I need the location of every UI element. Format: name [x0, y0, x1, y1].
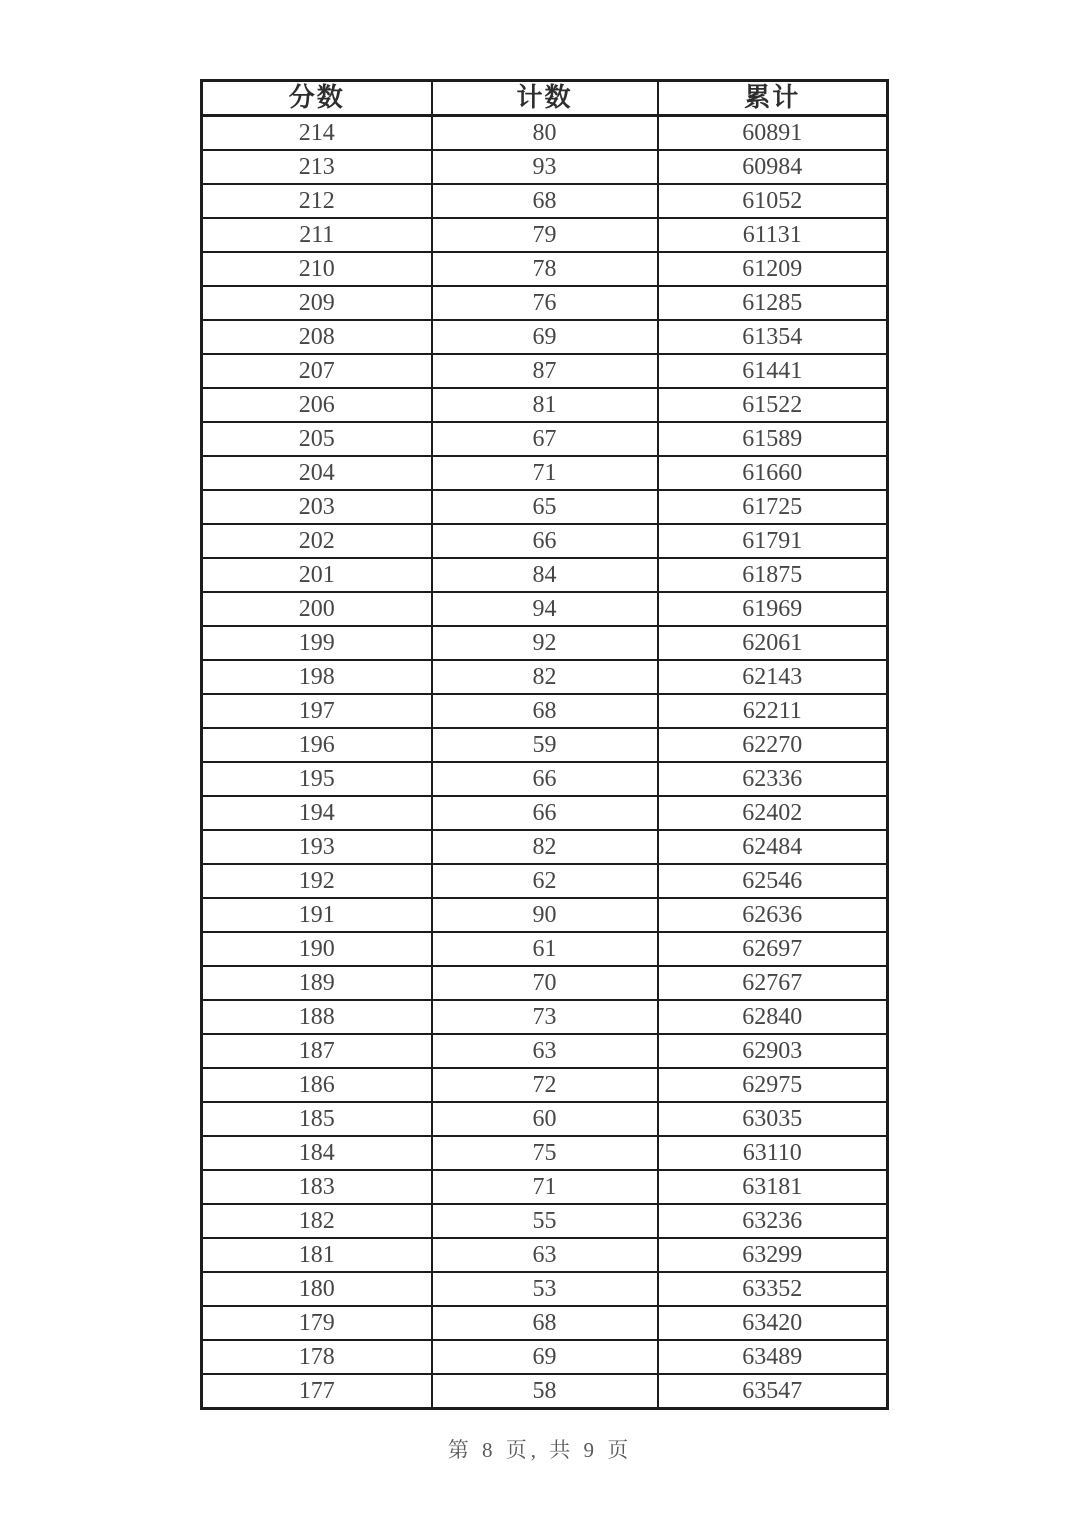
cell-cumulative: 63547 — [658, 1374, 888, 1409]
cell-cumulative: 61131 — [658, 218, 888, 252]
cell-count: 69 — [432, 1340, 658, 1374]
cell-cumulative: 62975 — [658, 1068, 888, 1102]
cell-count: 87 — [432, 354, 658, 388]
cell-count: 80 — [432, 116, 658, 151]
cell-cumulative: 63489 — [658, 1340, 888, 1374]
cell-score: 180 — [202, 1272, 432, 1306]
cell-cumulative: 63110 — [658, 1136, 888, 1170]
page-footer: 第 8 页, 共 9 页 — [447, 1438, 633, 1462]
cell-cumulative: 61875 — [658, 558, 888, 592]
table-row — [202, 966, 888, 1000]
cell-score: 210 — [202, 252, 432, 286]
header-score: 分数 — [202, 81, 432, 116]
cell-score: 182 — [202, 1204, 432, 1238]
cell-cumulative: 63236 — [658, 1204, 888, 1238]
cell-count: 68 — [432, 694, 658, 728]
cell-score: 192 — [202, 864, 432, 898]
table-row — [202, 1102, 888, 1136]
table-row — [202, 456, 888, 490]
cell-count: 63 — [432, 1034, 658, 1068]
table-row — [202, 1170, 888, 1204]
cell-count: 72 — [432, 1068, 658, 1102]
cell-count: 71 — [432, 456, 658, 490]
cell-score: 179 — [202, 1306, 432, 1340]
cell-count: 63 — [432, 1238, 658, 1272]
cell-cumulative: 63352 — [658, 1272, 888, 1306]
cell-cumulative: 62270 — [658, 728, 888, 762]
cell-score: 200 — [202, 592, 432, 626]
table-row — [202, 388, 888, 422]
cell-count: 81 — [432, 388, 658, 422]
table-row — [202, 1000, 888, 1034]
cell-score: 177 — [202, 1374, 432, 1409]
score-distribution-table — [200, 79, 889, 1410]
table-row — [202, 864, 888, 898]
table-row — [202, 728, 888, 762]
cell-score: 189 — [202, 966, 432, 1000]
cell-count: 76 — [432, 286, 658, 320]
cell-count: 66 — [432, 796, 658, 830]
cell-score: 202 — [202, 524, 432, 558]
cell-count: 59 — [432, 728, 658, 762]
cell-count: 75 — [432, 1136, 658, 1170]
cell-cumulative: 60984 — [658, 150, 888, 184]
cell-count: 78 — [432, 252, 658, 286]
cell-count: 60 — [432, 1102, 658, 1136]
cell-cumulative: 61052 — [658, 184, 888, 218]
cell-cumulative: 62484 — [658, 830, 888, 864]
table-row — [202, 592, 888, 626]
cell-count: 66 — [432, 524, 658, 558]
table-row — [202, 524, 888, 558]
cell-cumulative: 61660 — [658, 456, 888, 490]
cell-cumulative: 62636 — [658, 898, 888, 932]
cell-cumulative: 61969 — [658, 592, 888, 626]
cell-score: 199 — [202, 626, 432, 660]
cell-count: 58 — [432, 1374, 658, 1409]
cell-cumulative: 61285 — [658, 286, 888, 320]
cell-count: 82 — [432, 660, 658, 694]
cell-score: 191 — [202, 898, 432, 932]
table-row — [202, 218, 888, 252]
cell-score: 214 — [202, 116, 432, 151]
cell-score: 212 — [202, 184, 432, 218]
cell-cumulative: 62336 — [658, 762, 888, 796]
cell-score: 194 — [202, 796, 432, 830]
table-row — [202, 1034, 888, 1068]
cell-score: 208 — [202, 320, 432, 354]
cell-score: 187 — [202, 1034, 432, 1068]
cell-cumulative: 62767 — [658, 966, 888, 1000]
cell-count: 66 — [432, 762, 658, 796]
cell-score: 198 — [202, 660, 432, 694]
cell-count: 70 — [432, 966, 658, 1000]
cell-cumulative: 62840 — [658, 1000, 888, 1034]
table-row — [202, 796, 888, 830]
table-row — [202, 1068, 888, 1102]
table-row — [202, 898, 888, 932]
cell-count: 82 — [432, 830, 658, 864]
table-row — [202, 116, 888, 151]
cell-count: 67 — [432, 422, 658, 456]
cell-score: 209 — [202, 286, 432, 320]
table-row — [202, 830, 888, 864]
table-row — [202, 422, 888, 456]
table-row — [202, 558, 888, 592]
cell-cumulative: 62546 — [658, 864, 888, 898]
cell-cumulative: 63181 — [658, 1170, 888, 1204]
cell-count: 73 — [432, 1000, 658, 1034]
cell-cumulative: 62697 — [658, 932, 888, 966]
table-row — [202, 150, 888, 184]
cell-score: 211 — [202, 218, 432, 252]
table-row — [202, 626, 888, 660]
cell-cumulative: 63035 — [658, 1102, 888, 1136]
cell-score: 207 — [202, 354, 432, 388]
cell-count: 71 — [432, 1170, 658, 1204]
cell-cumulative: 62143 — [658, 660, 888, 694]
cell-cumulative: 61209 — [658, 252, 888, 286]
cell-count: 92 — [432, 626, 658, 660]
table-row — [202, 1204, 888, 1238]
cell-count: 53 — [432, 1272, 658, 1306]
cell-count: 68 — [432, 1306, 658, 1340]
cell-cumulative: 61354 — [658, 320, 888, 354]
table-row — [202, 1374, 888, 1409]
table-row — [202, 1136, 888, 1170]
cell-cumulative: 61791 — [658, 524, 888, 558]
cell-score: 181 — [202, 1238, 432, 1272]
cell-count: 62 — [432, 864, 658, 898]
table-row — [202, 1340, 888, 1374]
cell-score: 206 — [202, 388, 432, 422]
table-row — [202, 1272, 888, 1306]
table-row — [202, 320, 888, 354]
cell-score: 188 — [202, 1000, 432, 1034]
cell-score: 184 — [202, 1136, 432, 1170]
cell-count: 61 — [432, 932, 658, 966]
cell-score: 201 — [202, 558, 432, 592]
cell-cumulative: 62061 — [658, 626, 888, 660]
cell-cumulative: 60891 — [658, 116, 888, 151]
cell-score: 197 — [202, 694, 432, 728]
cell-score: 186 — [202, 1068, 432, 1102]
cell-score: 205 — [202, 422, 432, 456]
cell-score: 190 — [202, 932, 432, 966]
cell-count: 93 — [432, 150, 658, 184]
cell-cumulative: 63420 — [658, 1306, 888, 1340]
cell-cumulative: 61441 — [658, 354, 888, 388]
cell-count: 94 — [432, 592, 658, 626]
cell-cumulative: 62903 — [658, 1034, 888, 1068]
cell-cumulative: 61522 — [658, 388, 888, 422]
table-row — [202, 694, 888, 728]
header-count: 计数 — [432, 81, 658, 116]
cell-cumulative: 62211 — [658, 694, 888, 728]
table-row — [202, 490, 888, 524]
table-row — [202, 354, 888, 388]
header-cumulative: 累计 — [658, 81, 888, 116]
cell-score: 185 — [202, 1102, 432, 1136]
cell-cumulative: 62402 — [658, 796, 888, 830]
cell-cumulative: 61589 — [658, 422, 888, 456]
cell-cumulative: 61725 — [658, 490, 888, 524]
cell-score: 193 — [202, 830, 432, 864]
cell-score: 183 — [202, 1170, 432, 1204]
table-row — [202, 286, 888, 320]
cell-score: 204 — [202, 456, 432, 490]
cell-score: 213 — [202, 150, 432, 184]
cell-score: 203 — [202, 490, 432, 524]
cell-count: 65 — [432, 490, 658, 524]
cell-cumulative: 63299 — [658, 1238, 888, 1272]
cell-score: 178 — [202, 1340, 432, 1374]
cell-count: 68 — [432, 184, 658, 218]
table-row — [202, 762, 888, 796]
cell-count: 79 — [432, 218, 658, 252]
table-row — [202, 932, 888, 966]
table-row — [202, 660, 888, 694]
table-header-row — [202, 81, 888, 116]
table-row — [202, 252, 888, 286]
table-body — [202, 116, 888, 1409]
cell-score: 196 — [202, 728, 432, 762]
cell-count: 69 — [432, 320, 658, 354]
cell-count: 55 — [432, 1204, 658, 1238]
cell-count: 84 — [432, 558, 658, 592]
cell-count: 90 — [432, 898, 658, 932]
cell-score: 195 — [202, 762, 432, 796]
table-row — [202, 184, 888, 218]
table-row — [202, 1238, 888, 1272]
table-row — [202, 1306, 888, 1340]
